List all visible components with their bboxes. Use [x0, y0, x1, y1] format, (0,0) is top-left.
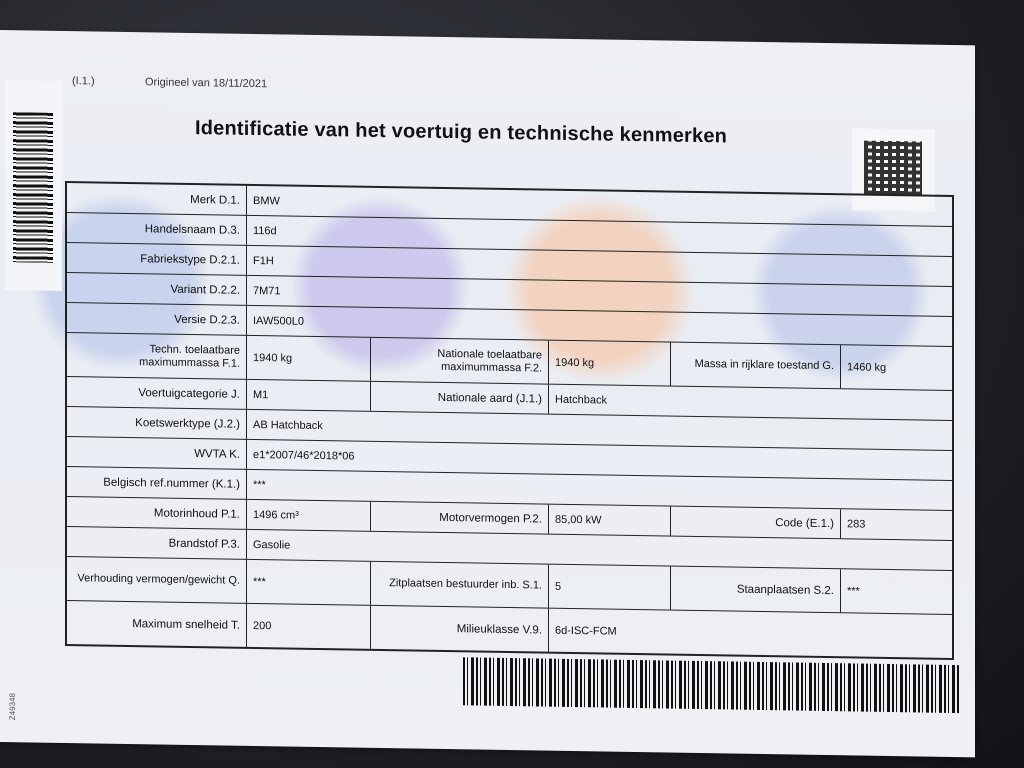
horizontal-barcode	[463, 657, 960, 713]
label-maximum-snelheid: Maximum snelheid T.	[67, 601, 247, 647]
label-staanplaatsen: Staanplaatsen S.2.	[671, 567, 841, 613]
label-techn-massa: Techn. toelaatbare maximummassa F.1.	[67, 333, 247, 379]
label-nationale-aard: Nationale aard (J.1.)	[371, 382, 549, 414]
value-versie: IAW500L0	[253, 314, 304, 328]
label-rijklare-massa: Massa in rijklare toestand G.	[671, 343, 841, 389]
label-motorvermogen: Motorvermogen P.2.	[371, 502, 549, 534]
label-fabriekstype: Fabriekstype D.2.1.	[67, 243, 247, 275]
value-maximum-snelheid: 200	[247, 604, 371, 649]
label-nationale-massa: Nationale toelaatbare maximummassa F.2.	[371, 338, 549, 384]
value-code: 283	[847, 517, 866, 531]
value-nationale-aard: Hatchback	[555, 393, 607, 407]
value-motorinhoud: 1496 cm³	[247, 500, 371, 531]
value-variant: 7M71	[253, 284, 281, 297]
vehicle-data-table	[65, 181, 954, 660]
value-milieuklasse: 6d-ISC-FCM	[555, 624, 617, 638]
label-motorinhoud: Motorinhoud P.1.	[67, 497, 247, 529]
label-handelsnaam: Handelsnaam D.3.	[67, 213, 247, 245]
value-wvta: e1*2007/46*2018*06	[253, 448, 355, 463]
label-refnummer: Belgisch ref.nummer (K.1.)	[67, 467, 247, 499]
label-voertuigcategorie: Voertuigcategorie J.	[67, 377, 247, 409]
label-wvta: WVTA K.	[67, 437, 247, 469]
value-staanplaatsen: ***	[847, 584, 860, 598]
label-variant: Variant D.2.2.	[67, 273, 247, 305]
label-koetswerktype: Koetswerktype (J.2.)	[67, 407, 247, 439]
value-nationale-massa: 1940 kg	[549, 341, 671, 386]
label-merk: Merk D.1.	[67, 183, 247, 215]
value-voertuigcategorie: M1	[247, 380, 371, 411]
label-brandstof: Brandstof P.3.	[67, 527, 247, 559]
barcode-bars	[13, 112, 53, 263]
registration-document	[0, 30, 975, 757]
qr-code-pattern	[864, 141, 922, 196]
value-techn-massa: 1940 kg	[247, 336, 371, 381]
label-versie: Versie D.2.3.	[67, 303, 247, 335]
value-zitplaatsen: 5	[549, 565, 671, 610]
value-merk: BMW	[253, 194, 280, 207]
value-handelsnaam: 116d	[253, 224, 277, 237]
origin-date: Origineel van 18/11/2021	[145, 76, 268, 91]
value-koetswerktype: AB Hatchback	[253, 418, 323, 432]
value-fabriekstype: F1H	[253, 254, 274, 267]
value-verhouding: ***	[247, 560, 371, 605]
value-brandstof: Gasolie	[253, 538, 291, 552]
label-code: Code (E.1.)	[671, 507, 841, 539]
label-zitplaatsen: Zitplaatsen bestuurder inb. S.1.	[371, 562, 549, 608]
vertical-barcode	[5, 80, 62, 291]
page-title: Identificatie van het voertuig en technische kenmerken	[195, 117, 728, 148]
label-milieuklasse: Milieuklasse V.9.	[371, 606, 549, 652]
section-code: (I.1.)	[72, 75, 95, 88]
label-verhouding: Verhouding vermogen/gewicht Q.	[67, 557, 247, 603]
value-motorvermogen: 85,00 kW	[549, 505, 671, 536]
side-serial-number: Z49348	[8, 692, 17, 721]
value-refnummer: ***	[253, 478, 266, 491]
value-rijklare-massa: 1460 kg	[847, 360, 887, 374]
